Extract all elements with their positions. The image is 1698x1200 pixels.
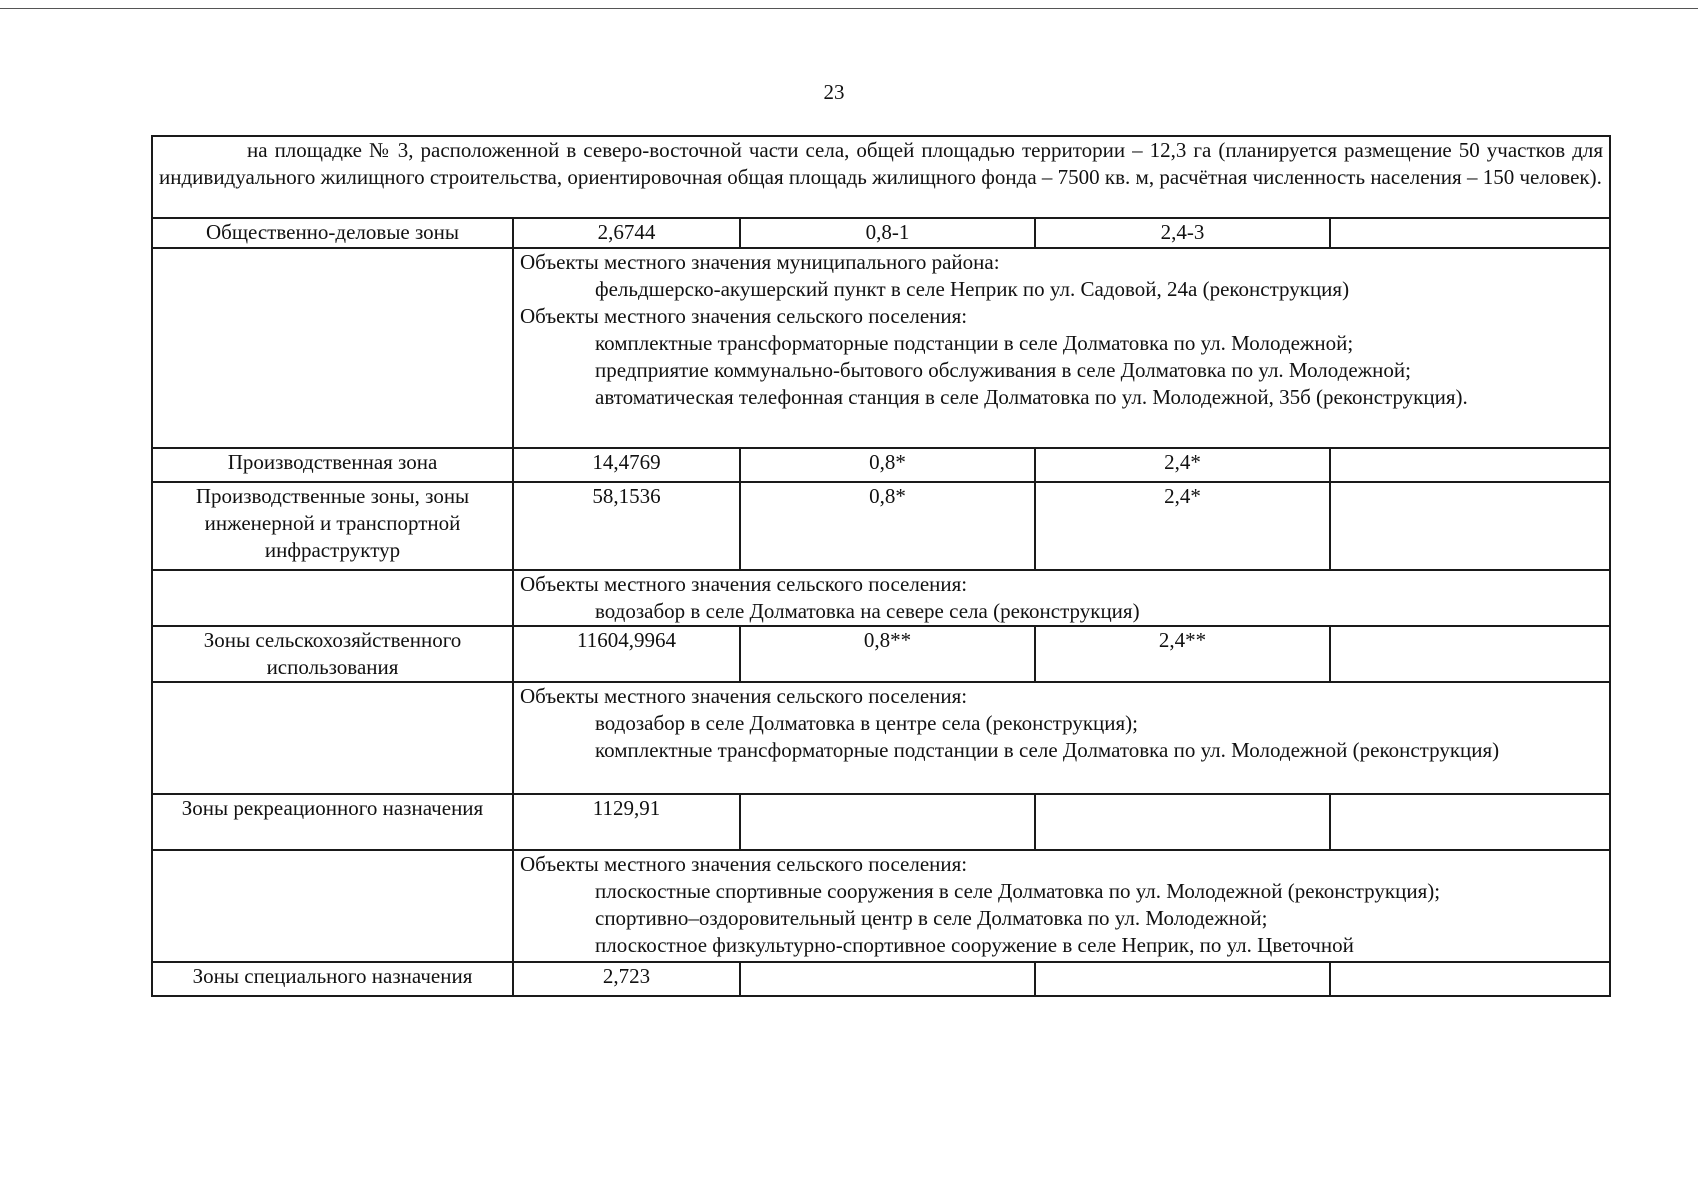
table-row <box>152 482 1610 570</box>
zone-coef-3 <box>1330 482 1610 570</box>
page-number: 23 <box>823 80 845 104</box>
zone-area: 58,1536 <box>513 482 740 570</box>
zone-coef-2: 2,4* <box>1035 448 1330 482</box>
object-item: предприятие коммунально-бытового обслуживания в селе Долматовка по ул. Молодежной; <box>595 358 1411 382</box>
zone-area: 11604,9964 <box>513 626 740 682</box>
intro-text: на площадке № 3, расположенной в северо-восточной части села, общей площадью территории – 12,3 га (планируется размещение 50 участков для индивидуального жилищного строительства, ориентировочная общая площадь жилищного фонда – 7500 кв. м, расчётная численность населения – 150 человек). <box>159 138 1604 189</box>
top-rule <box>0 8 1698 9</box>
object-item: плоскостное физкультурно-спортивное сооружение в селе Неприк, по ул. Цветочной <box>595 933 1354 957</box>
zone-coef-2: 2,4* <box>1035 482 1330 570</box>
objects-cell <box>513 682 1610 794</box>
zone-coef-3 <box>1330 794 1610 850</box>
table-row <box>152 448 1610 482</box>
zone-coef-1: 0,8* <box>740 482 1035 570</box>
zone-coef-2: 2,4-3 <box>1035 218 1330 248</box>
zone-name: Зоны рекреационного назначения <box>152 794 513 850</box>
zone-coef-2 <box>1035 962 1330 996</box>
zone-area: 2,723 <box>513 962 740 996</box>
zone-name: Общественно-деловые зоны <box>152 218 513 248</box>
table-row-intro <box>152 136 1610 218</box>
zone-coef-1: 0,8* <box>740 448 1035 482</box>
empty-cell <box>152 850 513 962</box>
group-title: Объекты местного значения сельского поселения: <box>520 684 968 708</box>
table-row-objects <box>152 248 1610 448</box>
zone-name: Зоны специального назначения <box>152 962 513 996</box>
table-row-objects <box>152 850 1610 962</box>
object-item: водозабор в селе Долматовка на севере села (реконструкция) <box>595 599 1140 623</box>
zones-table <box>151 135 1611 997</box>
object-item: комплектные трансформаторные подстанции в селе Долматовка по ул. Молодежной; <box>595 331 1354 355</box>
zone-coef-3 <box>1330 962 1610 996</box>
zone-coef-3 <box>1330 448 1610 482</box>
zone-name: Зоны сельскохозяйственного использования <box>152 626 513 682</box>
zone-area: 1129,91 <box>513 794 740 850</box>
group-title: Объекты местного значения муниципального района: <box>520 250 1000 274</box>
empty-cell <box>152 248 513 448</box>
table-row <box>152 218 1610 248</box>
group-title: Объекты местного значения сельского поселения: <box>520 572 968 596</box>
group-title: Объекты местного значения сельского поселения: <box>520 852 968 876</box>
group-title: Объекты местного значения сельского поселения: <box>520 304 968 328</box>
zone-name: Производственная зона <box>152 448 513 482</box>
zone-coef-3 <box>1330 218 1610 248</box>
object-item: фельдшерско-акушерский пункт в селе Неприк по ул. Садовой, 24а (реконструкция) <box>595 277 1350 301</box>
zone-area: 14,4769 <box>513 448 740 482</box>
table-row <box>152 794 1610 850</box>
object-item: водозабор в селе Долматовка в центре села (реконструкция); <box>595 711 1138 735</box>
objects-cell <box>513 570 1610 626</box>
objects-cell <box>513 248 1610 448</box>
object-item: спортивно–оздоровительный центр в селе Долматовка по ул. Молодежной; <box>595 906 1268 930</box>
zone-name: Производственные зоны, зоны инженерной и транспортной инфраструктур <box>152 482 513 570</box>
object-item: комплектные трансформаторные подстанции в селе Долматовка по ул. Молодежной (реконструкция) <box>595 738 1500 762</box>
object-item: автоматическая телефонная станция в селе Долматовка по ул. Молодежной, 35б (реконструкция). <box>595 385 1468 409</box>
objects-cell <box>513 850 1610 962</box>
empty-cell <box>152 682 513 794</box>
table-row <box>152 962 1610 996</box>
table-row-objects <box>152 570 1610 626</box>
object-item: плоскостные спортивные сооружения в селе Долматовка по ул. Молодежной (реконструкция); <box>595 879 1441 903</box>
zone-coef-2: 2,4** <box>1035 626 1330 682</box>
zone-coef-1: 0,8** <box>740 626 1035 682</box>
zone-coef-1 <box>740 962 1035 996</box>
zone-coef-1 <box>740 794 1035 850</box>
zone-coef-1: 0,8-1 <box>740 218 1035 248</box>
zone-area: 2,6744 <box>513 218 740 248</box>
empty-cell <box>152 570 513 626</box>
zone-coef-3 <box>1330 626 1610 682</box>
table-row-objects <box>152 682 1610 794</box>
intro-cell <box>152 136 1610 218</box>
zone-coef-2 <box>1035 794 1330 850</box>
table-row <box>152 626 1610 682</box>
